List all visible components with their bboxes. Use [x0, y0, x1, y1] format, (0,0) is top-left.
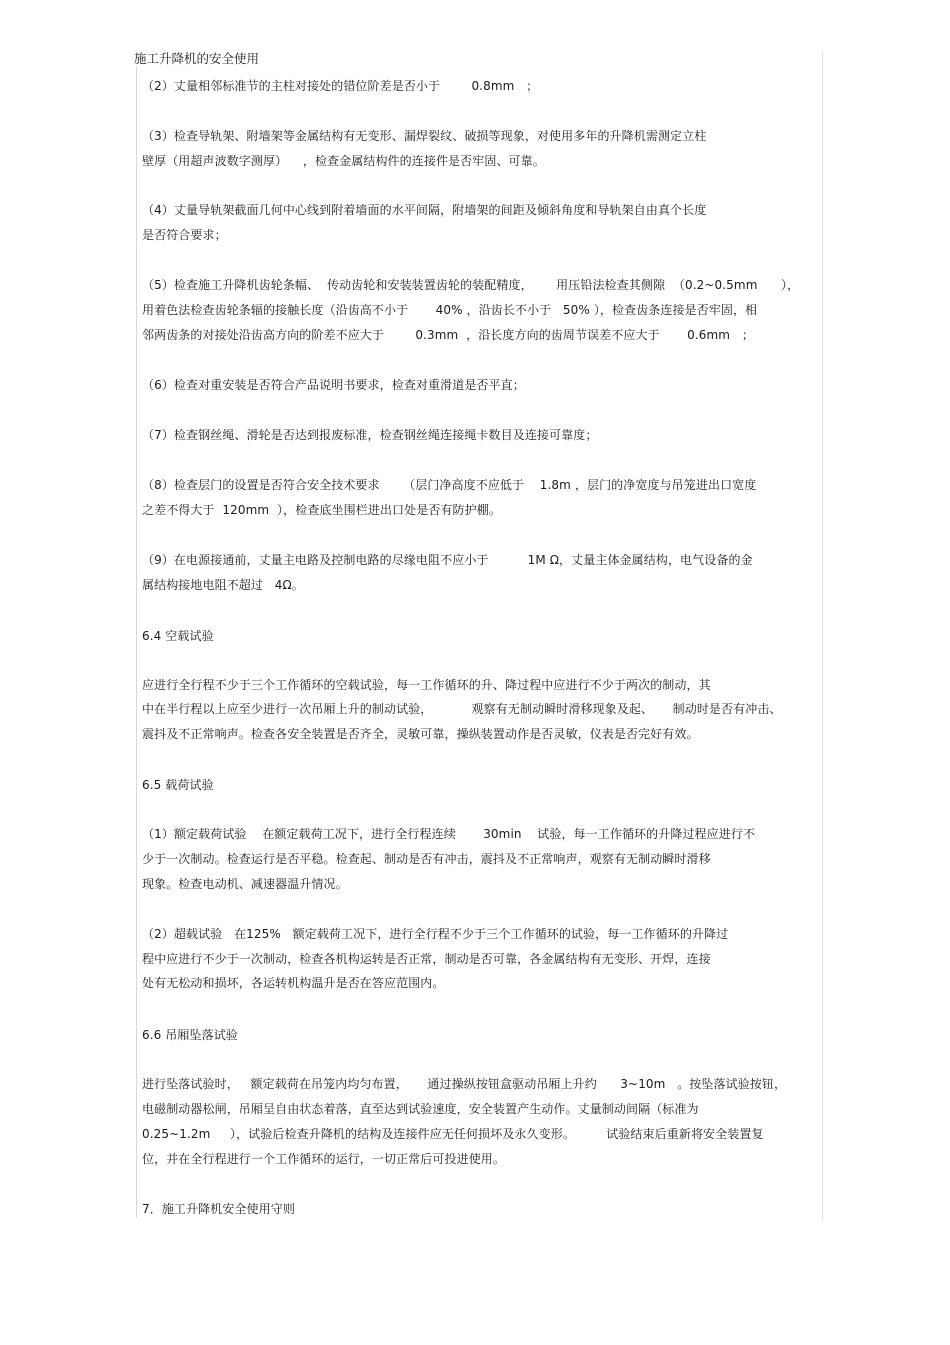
text-line: （7）检查钢丝绳、滑轮是否达到报废标准，检查钢丝绳连接绳卡数目及连接可靠度；	[142, 428, 598, 442]
text-line: （6）检查对重安装是否符合产品说明书要求，检查对重滑道是否平直；	[142, 378, 525, 392]
text-line: （8）检查层门的设置是否符合安全技术要求 （层门净高度不应低于 1.8m ，层门的净宽度与吊笼进出口宽度	[142, 478, 757, 492]
section-heading: 6.5 载荷试验	[142, 778, 214, 792]
text-line: 少于一次制动。检查运行是否平稳。检查起、制动是否有冲击，震抖及不正常响声，观察有无制动瞬时滑移	[142, 852, 711, 866]
section-heading: 6.4 空载试验	[142, 629, 214, 643]
text-line: （2）丈量相邻标准节的主柱对接处的错位阶差是否小于 0.8mm ；	[142, 79, 539, 93]
text-line: 电磁制动器松闸，吊厢呈自由状态着落，直至达到试验速度，安全装置产生动作。丈量制动间隔（标准为	[142, 1102, 699, 1116]
text-line: 处有无松动和损坏，各运转机构温升是否在答应范围内。	[142, 976, 445, 990]
section-heading: 7．施工升降机安全使用守则	[142, 1202, 295, 1216]
text-line: 用着色法检查齿轮条辐的接触长度（沿齿高不小于 40% ，沿齿长不小于 50% ），检查齿条连接是否牢固，相	[142, 303, 758, 317]
text-line: 是否符合要求；	[142, 228, 227, 242]
text-line: 之差不得大于 120mm ），检查底坐围栏进出口处是否有防护棚。	[142, 503, 501, 517]
section-heading: 6.6 吊厢坠落试验	[142, 1028, 238, 1042]
text-line: （4）丈量导轨架截面几何中心线到附着墙面的水平间隔，附墙架的间距及倾斜角度和导轨架自由真个长度	[142, 203, 707, 217]
text-line: 现象。检查电动机、减速器温升情况。	[142, 877, 348, 891]
page-header: 施工升降机的安全使用	[134, 51, 260, 66]
text-line: （3）检查导轨架、附墙架等金属结构有无变形、漏焊裂纹、破损等现象，对使用多年的升降机需测定立柱	[142, 129, 707, 143]
text-line: 震抖及不正常响声。检查各安全装置是否齐全，灵敏可靠，操纵装置动作是否灵敏，仪表是否完好有效。	[142, 727, 699, 741]
text-line: 进行坠落试验时， 额定载荷在吊笼内均匀布置， 通过操纵按钮盒驱动吊厢上升约 3~10m 。按坠落试验按钮，	[142, 1077, 787, 1091]
text-line: （1）额定载荷试验 在额定载荷工况下，进行全行程连续 30min 试验，每一工作循环的升降过程应进行不	[142, 827, 756, 841]
text-line: 属结构接地电阻不超过 4Ω。	[142, 578, 304, 592]
text-line: 0.25~1.2m ），试验后检查升降机的结构及连接件应无任何损坏及永久变形。 试验结束后重新将安全装置复	[142, 1127, 764, 1141]
text-line: 应进行全行程不少于三个工作循环的空载试验，每一工作循环的升、降过程中应进行不少于两次的制动，其	[142, 678, 711, 692]
text-line: （2）超载试验 在125% 额定载荷工况下，进行全行程不少于三个工作循环的试验，每一工作循环的升降过	[142, 927, 729, 941]
text-line: 邻两齿条的对接处沿齿高方向的阶差不应大于 0.3mm ，沿长度方向的齿周节误差不应大于 0.6mm ；	[142, 328, 754, 342]
text-line: 位，并在全行程进行一个工作循环的运行，一切正常后可投进使用。	[142, 1152, 506, 1166]
left-margin-rule	[136, 66, 137, 1218]
text-line: 壁厚（用超声波数字测厚） ，检查金属结构件的连接件是否牢固、可靠。	[142, 154, 545, 168]
right-margin-rule	[822, 52, 823, 1220]
text-line: （9）在电源接通前，丈量主电路及控制电路的尽缘电阻不应小于 1M Ω，丈量主体金属结构，电气设备的金	[142, 553, 753, 567]
text-line: （5）检查施工升降机齿轮条幅、 传动齿轮和安装装置齿轮的装配精度， 用压铅法检查其侧隙 （0.2~0.5mm ），	[142, 278, 800, 292]
text-line: 程中应进行不少于一次制动，检查各机构运转是否正常，制动是否可靠，各金属结构有无变形、开焊，连接	[142, 952, 711, 966]
text-line: 中在半行程以上应至少进行一次吊厢上升的制动试验， 观察有无制动瞬时滑移现象及起、 制动时是否有冲击、	[142, 702, 782, 716]
